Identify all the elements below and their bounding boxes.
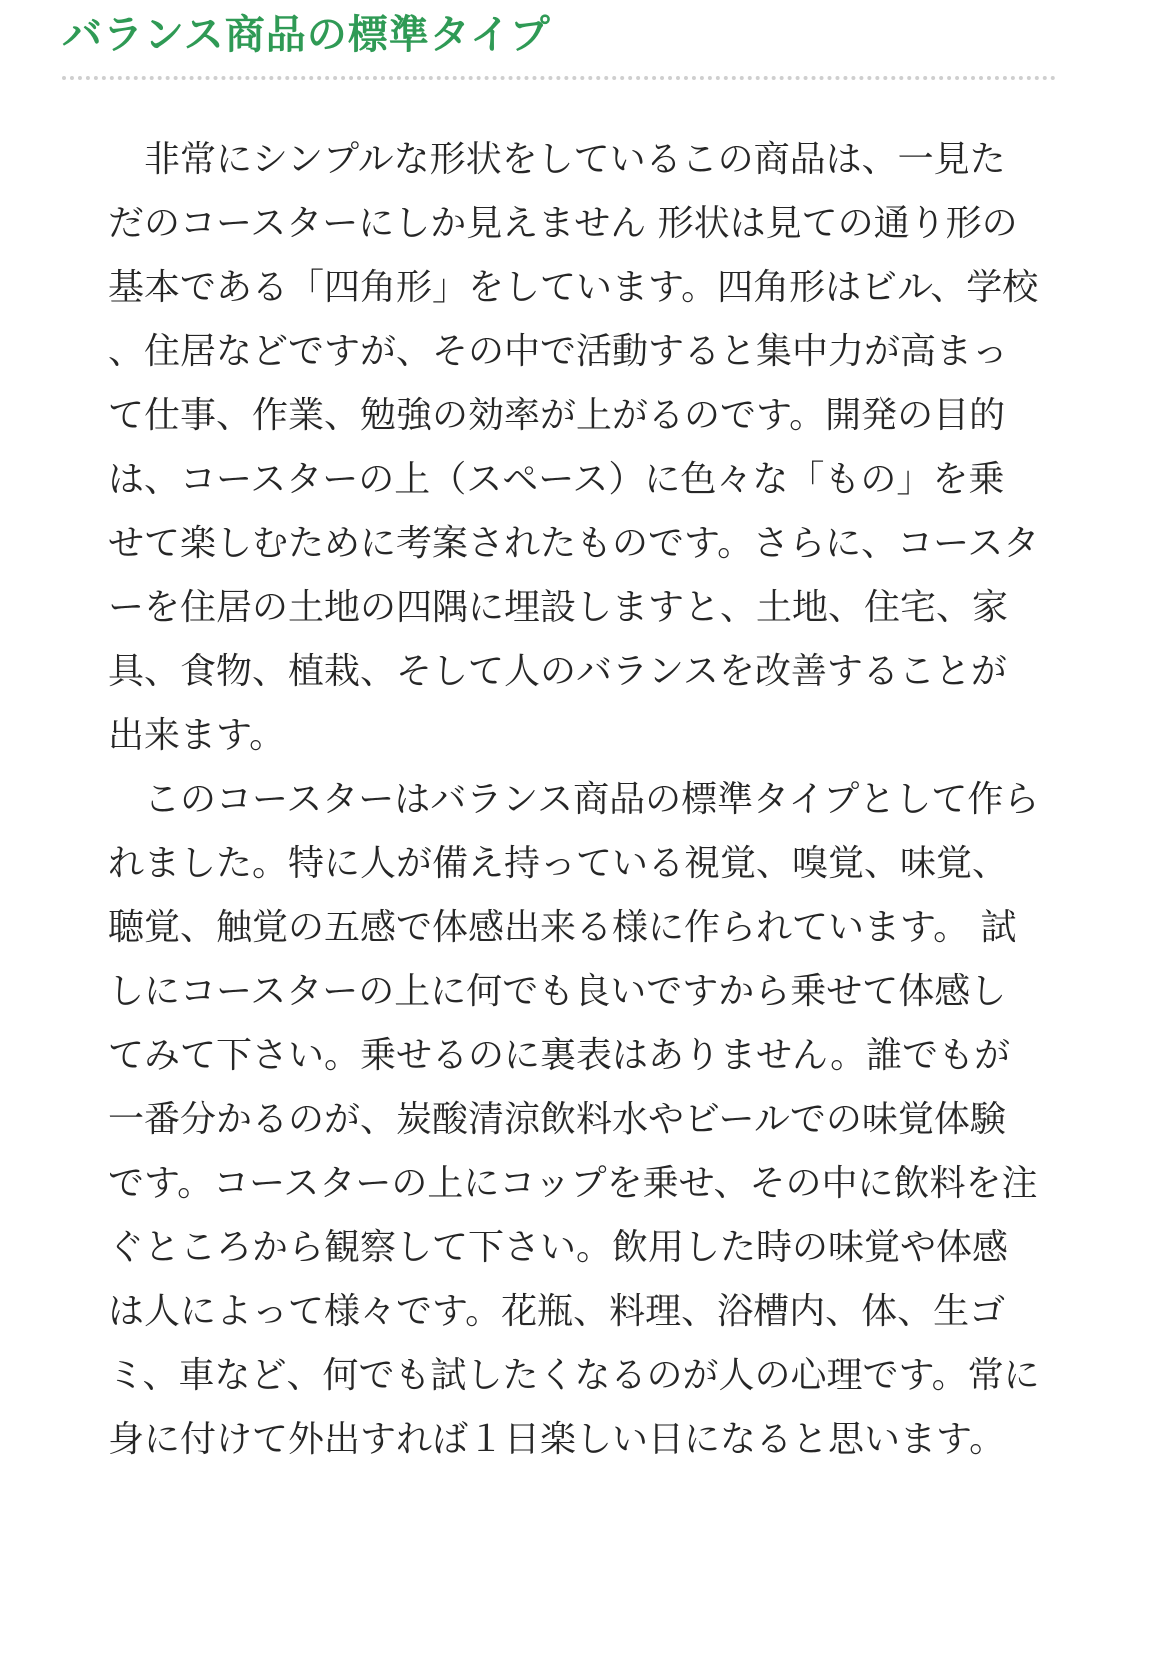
dotted-divider <box>62 76 1056 80</box>
article-body <box>108 128 1040 1472</box>
paragraph-1: 非常にシンプルな形状をしているこの商品は、一見ただのコースターにしか見えません 形状は見ての通り形の基本である「四角形」をしています。四角形はビル、学校、住居などですが、その中で活動すると集中力が高まって仕事、作業、勉強の効率が上がるのです。開発の目的は、コースターの上（スペース）に色々な「もの」を乗せて楽しむために考案されたものです。さらに、コースターを住居の土地の四隅に埋設しますと、土地、住宅、家具、食物、植栽、そして人のバランスを改善することが出来ます。 <box>108 139 1040 756</box>
paragraph-2: このコースターはバランス商品の標準タイプとして作られました。特に人が備え持っている視覚、嗅覚、味覚、聴覚、触覚の五感で体感出来る様に作られています。 試しにコースターの上に何でも良いですから乗せて体感してみて下さい。乗せるのに裏表はありません。誰でもが一番分かるのが、炭酸清涼飲料水やビールでの味覚体験です。コースターの上にコップを乗せ、その中に飲料を注ぐところから観察して下さい。飲用した時の味覚や体感は人によって様々です。花瓶、料理、浴槽内、体、生ゴミ、車など、何でも試したくなるのが人の心理です。常に身に付けて外出すれば１日楽しい日になると思います。 <box>108 779 1040 1460</box>
section-heading: バランス商品の標準タイプ <box>62 11 551 58</box>
